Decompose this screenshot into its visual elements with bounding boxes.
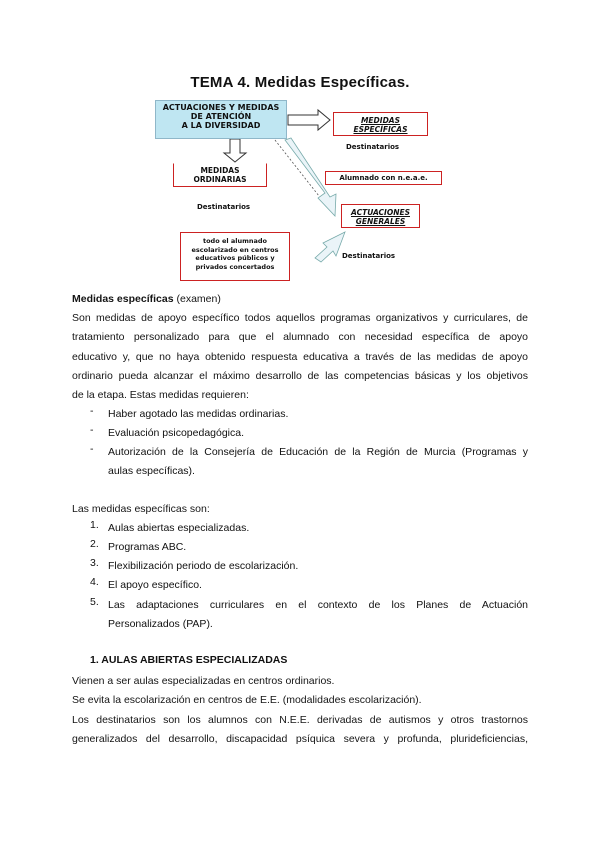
diversity-measures-diagram [150, 98, 450, 284]
list-number: 3. [90, 557, 99, 569]
destinatarios-label: Destinatarios [342, 252, 396, 260]
todo-line: todo el alumnado [202, 237, 267, 245]
destinatarios-label: Destinatarios [197, 203, 251, 211]
list-item: Aulas abiertas especializadas. [108, 522, 250, 534]
list-number: 4. [90, 576, 99, 588]
list-line: Personalizados (PAP). [108, 618, 213, 631]
ordinarias-line: ORDINARIAS [193, 175, 247, 184]
paragraph-line: educativo y, que no haya obtenido respuesta educativa a través de las medidas de apoyo [72, 350, 528, 363]
bullet-item [108, 443, 528, 482]
list-item: El apoyo específico. [108, 579, 202, 591]
arrow-right-icon [288, 110, 330, 130]
bullet-item: Evaluación psicopedagógica. [108, 427, 245, 439]
especificas-line: ESPECÍFICAS [353, 125, 408, 134]
todo-line: privados concertados [195, 262, 275, 271]
paragraph-line: de la etapa. Estas medidas requieren: [72, 389, 249, 402]
section2-intro: Las medidas específicas son: [72, 503, 210, 515]
paragraph-line: Vienen a ser aulas especializadas en centros ordinarios. [72, 675, 335, 687]
todo-line: escolarizado en centros [191, 245, 279, 254]
arrow-down-icon [224, 139, 246, 162]
bullet-item: Haber agotado las medidas ordinarias. [108, 408, 289, 420]
ordinarias-line: MEDIDAS [200, 166, 240, 175]
list-item: Programas ABC. [108, 541, 187, 553]
generales-box [341, 204, 420, 228]
heading-bold: Medidas específicas [72, 293, 174, 305]
main-box-line: A LA DIVERSIDAD [181, 121, 261, 130]
section3-paragraph [72, 672, 528, 749]
destinatarios-label: Destinatarios [346, 143, 400, 151]
paragraph-line: Se evita la escolarización en centros de E.E. (modalidades escolarización). [72, 694, 422, 707]
main-box-line: ACTUACIONES Y MEDIDAS [162, 103, 280, 112]
todo-line: educativos públicos y [195, 254, 275, 262]
bullet-mark: - [90, 443, 94, 455]
arrow-lower-left-icon [315, 232, 345, 262]
bullet-mark: - [90, 405, 94, 417]
paragraph-line: generalizados del desarrollo, discapacidad psíquica severa y profunda, plurideficiencias, [72, 732, 528, 745]
paragraph-line: Son medidas de apoyo específico todos aquellos programas organizativos y curriculares, de [72, 312, 528, 324]
heading-rest: (examen) [173, 293, 221, 305]
list-number: 2. [90, 538, 99, 550]
bullet-line: Autorización de la Consejería de Educación de la Región de Murcia (Programas y [108, 446, 528, 458]
bullet-line: aulas específicas). [108, 465, 195, 478]
main-box [155, 100, 287, 139]
list-item [108, 596, 528, 635]
list-number: 1. [90, 519, 99, 531]
paragraph-line: Los destinatarios son los alumnos con N.E.E. derivadas de autismos y otros trastornos [72, 713, 528, 726]
list-number: 5. [90, 596, 99, 608]
bullet-mark: - [90, 424, 94, 436]
generales-line: GENERALES [355, 217, 406, 226]
main-box-line: DE ATENCIÓN [190, 112, 252, 121]
ordinarias-box [173, 163, 267, 187]
todo-alumnado-box [180, 232, 290, 281]
especificas-box [333, 112, 428, 136]
section-heading-aulas: 1. AULAS ABIERTAS ESPECIALIZADAS [90, 654, 288, 666]
generales-line: ACTUACIONES [351, 208, 410, 217]
paragraph-line: ordinario pueda alcanzar el máximo desarrollo de las competencias básicas y los objetivos [72, 369, 528, 382]
section1-paragraph [72, 309, 528, 405]
section-heading-medidas [72, 290, 528, 309]
paragraph-line: tratamiento personalizado para que el alumnado con necesidad específica de apoyo [72, 331, 528, 344]
page-title: TEMA 4. Medidas Específicas. [190, 74, 410, 91]
neae-box: Alumnado con n.e.a.e. [325, 171, 442, 185]
list-item: Flexibilización periodo de escolarización. [108, 560, 299, 572]
list-line: Las adaptaciones curriculares en el contexto de los Planes de Actuación [108, 599, 528, 611]
especificas-line: MEDIDAS [360, 116, 401, 125]
